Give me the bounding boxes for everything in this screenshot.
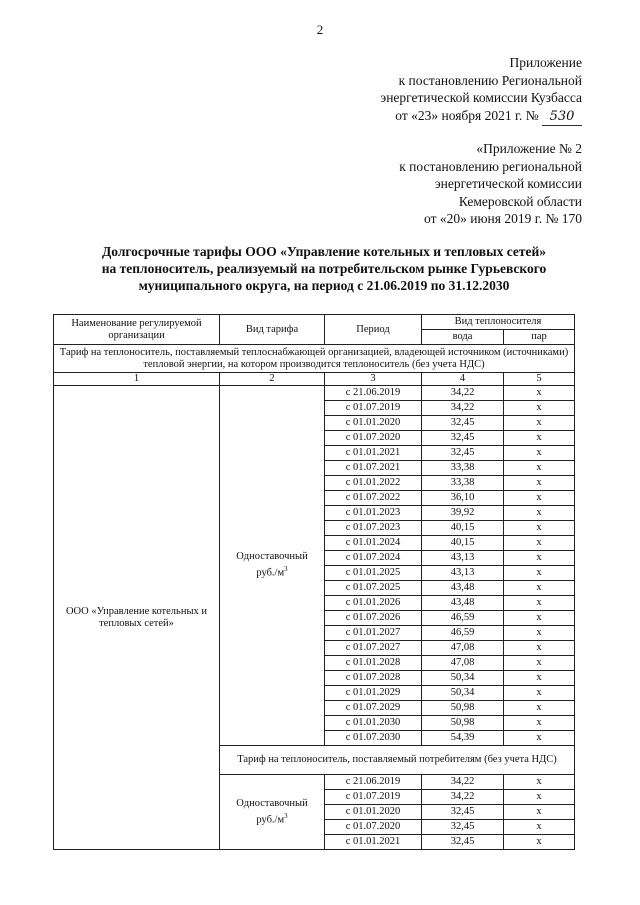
water-tariff-cell: 32,45 <box>422 820 504 835</box>
water-tariff-cell: 33,38 <box>422 476 504 491</box>
column-number: 5 <box>504 373 575 386</box>
annex2-line: к постановлению региональной <box>399 158 582 174</box>
steam-tariff-cell: х <box>504 641 575 656</box>
water-tariff-cell: 32,45 <box>422 431 504 446</box>
period-cell: с 01.01.2029 <box>325 686 422 701</box>
water-tariff-cell: 47,08 <box>422 641 504 656</box>
steam-tariff-cell: х <box>504 446 575 461</box>
water-tariff-cell: 43,48 <box>422 581 504 596</box>
steam-tariff-cell: х <box>504 476 575 491</box>
steam-tariff-cell: х <box>504 820 575 835</box>
steam-tariff-cell: х <box>504 491 575 506</box>
handwritten-document-number: 530 <box>542 108 582 127</box>
period-cell: с 01.07.2021 <box>325 461 422 476</box>
annex2-header <box>399 140 582 228</box>
steam-tariff-cell: х <box>504 790 575 805</box>
period-cell: с 21.06.2019 <box>325 386 422 401</box>
period-cell: с 01.07.2029 <box>325 701 422 716</box>
period-cell: с 01.01.2020 <box>325 416 422 431</box>
tariff-unit <box>220 563 324 580</box>
annex2-line: от «20» июня 2019 г. № 170 <box>424 211 582 226</box>
period-cell: с 01.07.2026 <box>325 611 422 626</box>
title-line: муниципального округа, на период с 21.06.2019 по 31.12.2030 <box>138 278 510 293</box>
column-number: 4 <box>422 373 504 386</box>
water-tariff-cell: 50,34 <box>422 686 504 701</box>
period-cell: с 01.07.2028 <box>325 671 422 686</box>
water-tariff-cell: 34,22 <box>422 790 504 805</box>
water-tariff-cell: 46,59 <box>422 626 504 641</box>
steam-tariff-cell: х <box>504 581 575 596</box>
steam-tariff-cell: х <box>504 686 575 701</box>
period-cell: с 01.07.2020 <box>325 820 422 835</box>
steam-tariff-cell: х <box>504 626 575 641</box>
tariff-type-label: Одноставочный <box>236 797 308 809</box>
annex2-line: Кемеровской области <box>458 193 582 209</box>
steam-tariff-cell: х <box>504 386 575 401</box>
water-tariff-cell: 39,92 <box>422 506 504 521</box>
period-cell: с 01.01.2021 <box>325 446 422 461</box>
header-org: Наименование регулируемой организации <box>54 315 220 345</box>
annex2-line: энергетической комиссии <box>434 176 582 191</box>
annex2-line: «Приложение № 2 <box>476 141 582 156</box>
period-cell: с 01.01.2024 <box>325 536 422 551</box>
water-tariff-cell: 34,22 <box>422 775 504 790</box>
water-tariff-cell: 43,13 <box>422 566 504 581</box>
column-number: 3 <box>325 373 422 386</box>
title-line: Долгосрочные тарифы ООО «Управление котельных и тепловых сетей» <box>101 244 547 259</box>
water-tariff-cell: 50,98 <box>422 701 504 716</box>
period-cell: с 01.01.2028 <box>325 656 422 671</box>
water-tariff-cell: 40,15 <box>422 536 504 551</box>
column-number: 2 <box>220 373 325 386</box>
water-tariff-cell: 32,45 <box>422 835 504 850</box>
steam-tariff-cell: х <box>504 536 575 551</box>
title-line: на теплоноситель, реализуемый на потребительском рынке Гурьевского <box>101 261 547 276</box>
organization-name: ООО «Управление котельных и тепловых сетей» <box>54 386 220 850</box>
tariff-unit <box>220 810 324 827</box>
period-cell: с 01.01.2023 <box>325 506 422 521</box>
header-steam: пар <box>504 330 575 345</box>
steam-tariff-cell: х <box>504 461 575 476</box>
tariff-unit-text: руб./м <box>256 567 285 579</box>
steam-tariff-cell: х <box>504 835 575 850</box>
annex-line <box>380 107 582 127</box>
tariff-unit-text: руб./м <box>256 814 285 826</box>
period-cell: с 01.01.2021 <box>325 835 422 850</box>
steam-tariff-cell: х <box>504 731 575 746</box>
water-tariff-cell: 36,10 <box>422 491 504 506</box>
water-tariff-cell: 46,59 <box>422 611 504 626</box>
header-water: вода <box>422 330 504 345</box>
water-tariff-cell: 40,15 <box>422 521 504 536</box>
tariff-type-cell <box>220 386 325 746</box>
table-row <box>54 386 575 401</box>
steam-tariff-cell: х <box>504 506 575 521</box>
tariff-unit-exponent: 3 <box>284 811 288 820</box>
steam-tariff-cell: х <box>504 671 575 686</box>
water-tariff-cell: 32,45 <box>422 416 504 431</box>
period-cell: с 01.07.2023 <box>325 521 422 536</box>
tariff-unit-exponent: 3 <box>284 565 288 574</box>
steam-tariff-cell: х <box>504 551 575 566</box>
column-number: 1 <box>54 373 220 386</box>
page-number: 2 <box>316 22 324 37</box>
steam-tariff-cell: х <box>504 566 575 581</box>
water-tariff-cell: 34,22 <box>422 386 504 401</box>
annex-header <box>380 54 582 126</box>
tariff-type-label: Одноставочный <box>236 551 308 563</box>
steam-tariff-cell: х <box>504 416 575 431</box>
section1-title: Тариф на теплоноситель, поставляемый теплоснабжающей организацией, владеющей источником (источниками) тепловой энергии, на котором производится теплоноситель (без учета НДС) <box>54 345 575 373</box>
water-tariff-cell: 43,48 <box>422 596 504 611</box>
water-tariff-cell: 43,13 <box>422 551 504 566</box>
period-cell: с 01.01.2027 <box>325 626 422 641</box>
period-cell: с 01.07.2027 <box>325 641 422 656</box>
steam-tariff-cell: х <box>504 611 575 626</box>
tariff-table-body <box>54 315 575 850</box>
water-tariff-cell: 32,45 <box>422 805 504 820</box>
steam-tariff-cell: х <box>504 596 575 611</box>
period-cell: с 01.01.2020 <box>325 805 422 820</box>
water-tariff-cell: 54,39 <box>422 731 504 746</box>
document-title <box>40 243 608 294</box>
period-cell: с 01.07.2020 <box>325 431 422 446</box>
annex-line: Приложение <box>509 55 582 70</box>
period-cell: с 01.01.2026 <box>325 596 422 611</box>
annex-line: к постановлению Региональной <box>398 72 582 88</box>
steam-tariff-cell: х <box>504 431 575 446</box>
steam-tariff-cell: х <box>504 656 575 671</box>
header-period: Период <box>325 315 422 345</box>
steam-tariff-cell: х <box>504 716 575 731</box>
tariff-type-cell <box>220 775 325 850</box>
water-tariff-cell: 34,22 <box>422 401 504 416</box>
period-cell: с 01.07.2030 <box>325 731 422 746</box>
period-cell: с 01.07.2024 <box>325 551 422 566</box>
steam-tariff-cell: х <box>504 805 575 820</box>
section2-title: Тариф на теплоноситель, поставляемый потребителям (без учета НДС) <box>220 746 575 775</box>
period-cell: с 01.07.2025 <box>325 581 422 596</box>
steam-tariff-cell: х <box>504 775 575 790</box>
water-tariff-cell: 33,38 <box>422 461 504 476</box>
period-cell: с 21.06.2019 <box>325 775 422 790</box>
header-coolant: Вид теплоносителя <box>422 315 575 330</box>
tariff-table <box>53 314 575 850</box>
header-tariff-type: Вид тарифа <box>220 315 325 345</box>
water-tariff-cell: 47,08 <box>422 656 504 671</box>
period-cell: с 01.07.2019 <box>325 790 422 805</box>
period-cell: с 01.07.2022 <box>325 491 422 506</box>
steam-tariff-cell: х <box>504 521 575 536</box>
annex-line: энергетической комиссии Кузбасса <box>380 90 582 105</box>
period-cell: с 01.01.2030 <box>325 716 422 731</box>
steam-tariff-cell: х <box>504 401 575 416</box>
steam-tariff-cell: х <box>504 701 575 716</box>
water-tariff-cell: 50,98 <box>422 716 504 731</box>
annex-date: от «23» ноября 2021 г. № <box>395 107 539 123</box>
water-tariff-cell: 50,34 <box>422 671 504 686</box>
period-cell: с 01.07.2019 <box>325 401 422 416</box>
period-cell: с 01.01.2022 <box>325 476 422 491</box>
period-cell: с 01.01.2025 <box>325 566 422 581</box>
water-tariff-cell: 32,45 <box>422 446 504 461</box>
